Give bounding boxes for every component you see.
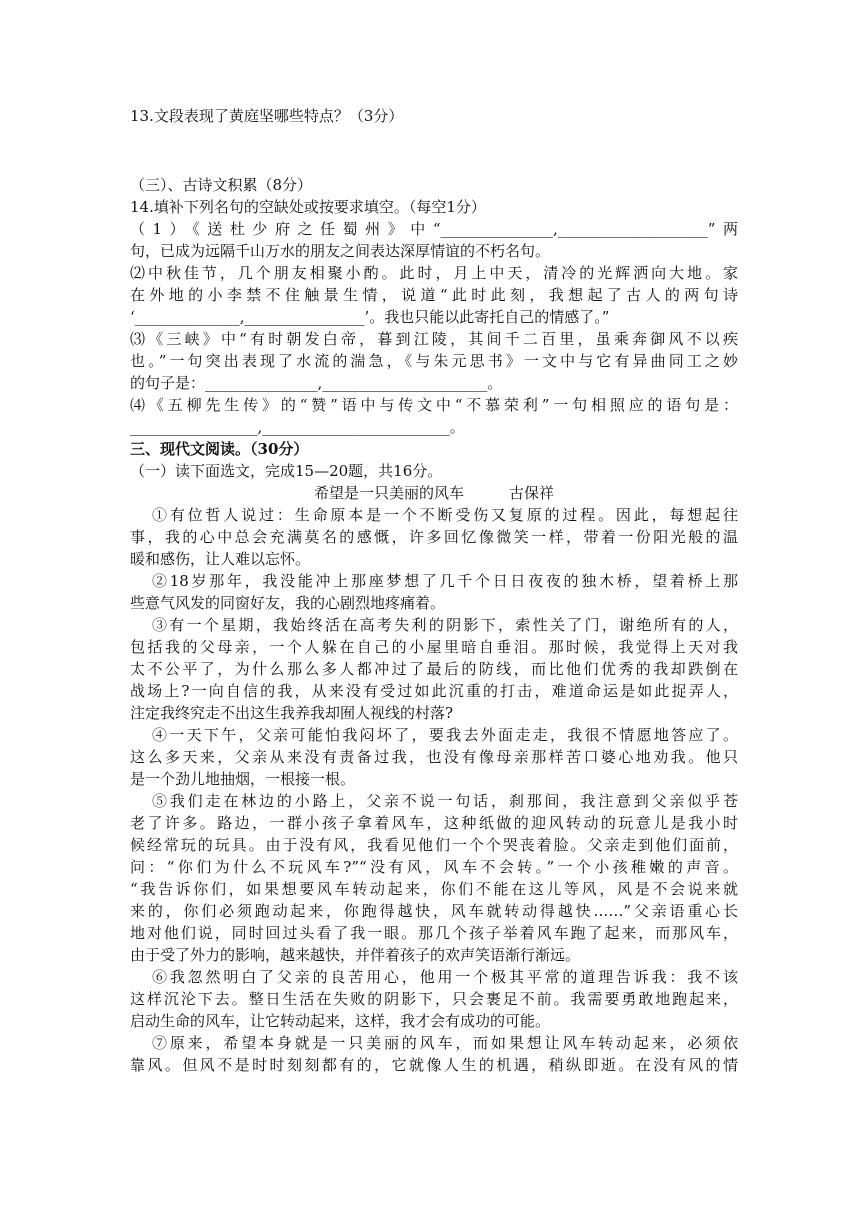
para-line: ⑦原来，希望本身就是一只美丽的风车，而如果想让风车转动起来，必须依 xyxy=(152,1034,738,1052)
para-line: 战场上?一向自信的我，从来没有受过如此沉重的打击，难道命运是如此捉弄人， xyxy=(130,682,738,700)
question-14: 14.填补下列名句的空缺处或按要求填空。（每空1分） xyxy=(130,198,486,216)
para-line: 这样沉沦下去。整日生活在失败的阴影下，只会裹足不前。我需要勇敢地跑起来， xyxy=(130,990,738,1008)
para-line: 地对他们说，同时回过头看了我一眼。那几个孩子举着风车跑了起来，而那风车， xyxy=(130,924,738,942)
section-modern-reading: 三、现代文阅读。（30分） xyxy=(130,440,309,458)
para-line: 靠风。但风不是时时刻刻都有的，它就像人生的机遇，稍纵即逝。在没有风的情 xyxy=(130,1056,738,1074)
q14-2-line1: ⑵中秋佳节，几个朋友相聚小酌。此时，月上中天，清冷的光辉洒向大地。家 xyxy=(130,264,738,282)
para-line: 包括我的父母亲，一个人躲在自己的小屋里暗自垂泪。那时候，我觉得上天对我 xyxy=(130,638,738,656)
para-line: 启动生命的风车，让它转动起来，这样，我才会有成功的可能。 xyxy=(130,1012,551,1030)
section-classical-poetry: （三）、古诗文积累（8分） xyxy=(130,176,313,194)
para-line: 老了许多。路边，一群小孩子拿着风车，这种纸做的迎风转动的玩意儿是我小时 xyxy=(130,814,738,832)
para-line: 问：“你们为什么不玩风车?”“没有风，风车不会转。”一个小孩稚嫩的声音。 xyxy=(130,858,738,876)
para-line: 来的，你们必须跑动起来，你跑得越快，风车就转动得越快……”父亲语重心长 xyxy=(130,902,738,920)
para-line: 由于受了外力的影响，越来越快，并伴着孩子的欢声笑语渐行渐远。 xyxy=(130,946,581,964)
q14-3-line2: 也。”一句突出表现了水流的湍急，《与朱元思书》一文中与它有异曲同工之妙 xyxy=(130,352,738,370)
para-line: 事，我的心中总会充满莫名的感慨，许多回忆像微笑一样，带着一份阳光般的温 xyxy=(130,528,738,546)
para-line: ②18岁那年，我没能冲上那座梦想了几千个日日夜夜的独木桥，望着桥上那 xyxy=(152,572,738,590)
para-line: 是一个劲儿地抽烟，一根接一根。 xyxy=(130,770,356,788)
para-line: 暖和感伤，让人难以忘怀。 xyxy=(130,550,311,568)
para-line: ⑤我们走在林边的小路上，父亲不说一句话，刹那间，我注意到父亲似乎苍 xyxy=(152,792,738,810)
q14-1-line2: 句，已成为远隔千山万水的朋友之间表达深厚情谊的不朽名句。 xyxy=(130,242,551,260)
section-reading-1: （一）读下面选文，完成15—20题，共16分。 xyxy=(130,462,443,480)
q14-3-line1: ⑶《三峡》中“有时朝发白帝，暮到江陵，其间千二百里，虽乘奔御风不以疾 xyxy=(130,330,738,348)
para-line: ①有位哲人说过：生命原本是一个不断受伤又复原的过程。因此，每想起往 xyxy=(152,506,738,524)
para-line: ⑥我忽然明白了父亲的良苦用心，他用一个极其平常的道理告诉我：我不该 xyxy=(152,968,738,986)
q14-4-line1: ⑷《五柳先生传》的“赞”语中与传文中“不慕荣利”一句相照应的语句是： xyxy=(130,396,738,414)
para-line: ③有一个星期，我始终活在高考失利的阴影下，索性关了门，谢绝所有的人， xyxy=(152,616,738,634)
para-line: ④一天下午，父亲可能怕我闷坏了，要我去外面走走，我很不情愿地答应了。 xyxy=(152,726,738,744)
para-line: 这么多天来，父亲从来没有责备过我，也没有像母亲那样苦口婆心地劝我。他只 xyxy=(130,748,738,766)
q14-1-line1: （1）《送杜少府之任蜀州》中“_______________,____________________”两 xyxy=(130,220,738,238)
article-title: 希望是一只美丽的风车 古保祥 xyxy=(313,484,554,502)
para-line: 候经常玩的玩具。由于没有风，我看见他们一个个哭丧着脸。父亲走到他们面前， xyxy=(130,836,738,854)
q14-4-line2: _________________,_________________________。 xyxy=(130,418,465,436)
para-line: 些意气风发的同窗好友，我的心剧烈地疼痛着。 xyxy=(130,594,446,612)
para-line: 太不公平了，为什么那么多人都冲过了最后的防线，而比他们优秀的我却跌倒在 xyxy=(130,660,738,678)
q14-2-line3: ‘______________,________________’。我也只能以此寄托自己的情感了。” xyxy=(130,308,610,326)
q14-3-line3: 的句子是：_______________,______________________。 xyxy=(130,374,503,392)
para-line: 注定我终究走不出这生我养我却囿人视线的村落? xyxy=(130,704,454,722)
para-line: “我告诉你们，如果想要风车转动起来，你们不能在这儿等风，风是不会说来就 xyxy=(130,880,738,898)
question-13: 13.文段表现了黄庭坚哪些特点？（3分） xyxy=(130,107,404,125)
q14-2-line2: 在外地的小李禁不住触景生情，说道“此时此刻，我想起了古人的两句诗 xyxy=(130,286,738,304)
